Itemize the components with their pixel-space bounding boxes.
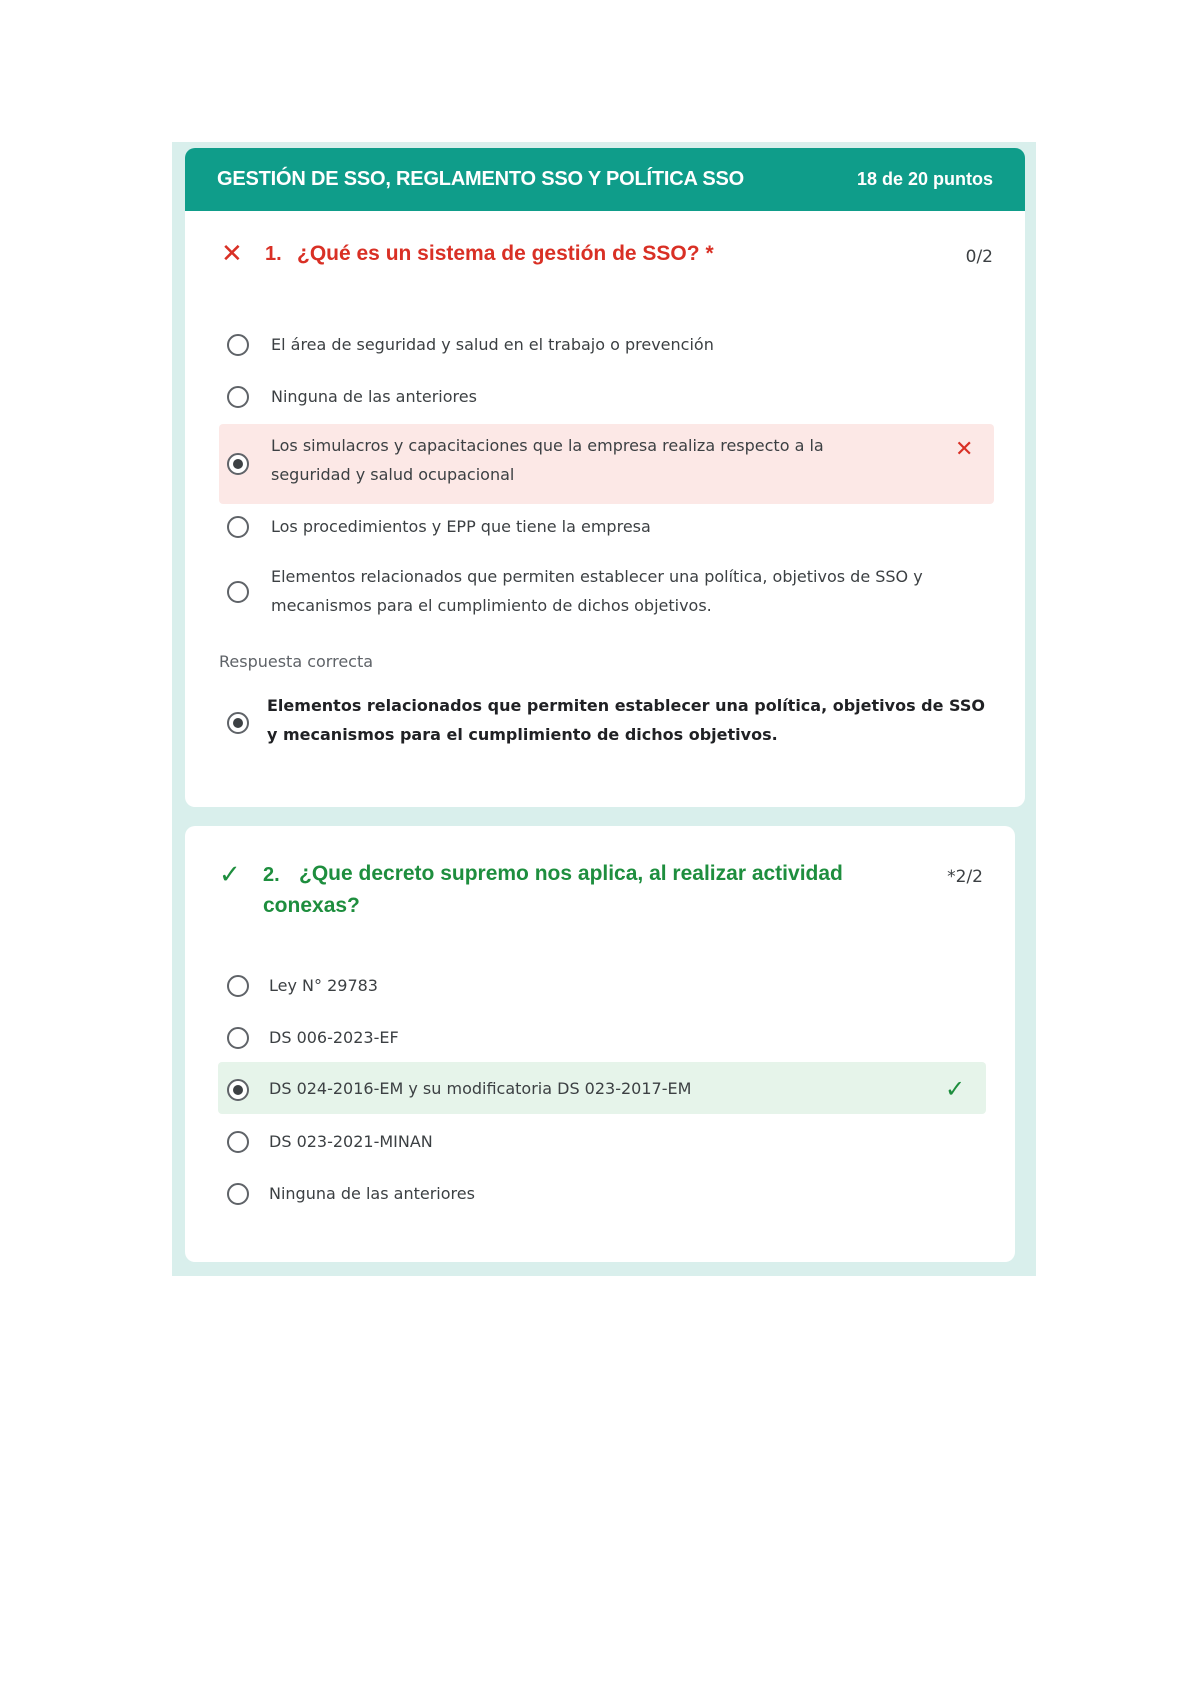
correct-answer-text: Elementos relacionados que permiten establecer una política, objetivos de SSO y mecanismos para el cumplimiento de dichos objetivos.	[267, 696, 985, 744]
option-radio[interactable]	[227, 516, 249, 538]
check-icon: ✓	[219, 860, 241, 890]
wrong-x-icon: ✕	[221, 239, 243, 269]
option-radio[interactable]	[227, 334, 249, 356]
question-number: 1.	[265, 243, 282, 265]
option-label: DS 024-2016-EM y su modificatoria DS 023-2017-EM	[269, 1079, 692, 1098]
question-number: 2.	[263, 864, 280, 886]
section-title: GESTIÓN DE SSO, REGLAMENTO SSO Y POLÍTICA SSO	[217, 168, 745, 190]
correct-answer-radio	[227, 712, 249, 734]
option-label: Ninguna de las anteriores	[269, 1184, 475, 1203]
option-radio[interactable]	[227, 1131, 249, 1153]
option-radio[interactable]	[227, 386, 249, 408]
option-radio[interactable]	[227, 975, 249, 997]
option-label: Los procedimientos y EPP que tiene la empresa	[271, 517, 651, 536]
section-header	[185, 148, 1025, 211]
question-title	[297, 238, 714, 270]
option-label: Elementos relacionados que permiten establecer una política, objetivos de SSO y mecanismos para el cumplimiento de dichos objetivos.	[271, 567, 923, 615]
question-text: ¿Qué es un sistema de gestión de SSO?	[297, 242, 700, 265]
option-label: Ninguna de las anteriores	[271, 387, 477, 406]
wrong-answer-icon: ✕	[955, 437, 974, 462]
option-label: Ley N° 29783	[269, 976, 378, 995]
option-radio[interactable]	[227, 1183, 249, 1205]
option-radio-selected[interactable]	[227, 453, 249, 475]
option-label: DS 023-2021-MINAN	[269, 1132, 433, 1151]
question-points: 0/2	[965, 247, 993, 267]
section-score: 18 de 20 puntos	[856, 169, 993, 189]
question-card-2	[185, 826, 1015, 1262]
option-radio[interactable]	[227, 1027, 249, 1049]
option-radio[interactable]	[227, 581, 249, 603]
option-label: Los simulacros y capacitaciones que la empresa realiza respecto a la seguridad y salud ocupacional	[271, 436, 824, 484]
correct-answer-icon: ✓	[945, 1075, 966, 1103]
question-card-1	[185, 211, 1025, 807]
option-label: DS 006-2023-EF	[269, 1028, 399, 1047]
option-radio-selected[interactable]	[227, 1079, 249, 1101]
question-text: ¿Que decreto supremo nos aplica, al realizar actividad conexas?	[263, 862, 843, 917]
required-asterisk: *	[705, 242, 714, 265]
correct-answer-label: Respuesta correcta	[219, 652, 374, 671]
question-points: *2/2	[947, 867, 983, 887]
option-label: El área de seguridad y salud en el trabajo o prevención	[271, 335, 714, 354]
